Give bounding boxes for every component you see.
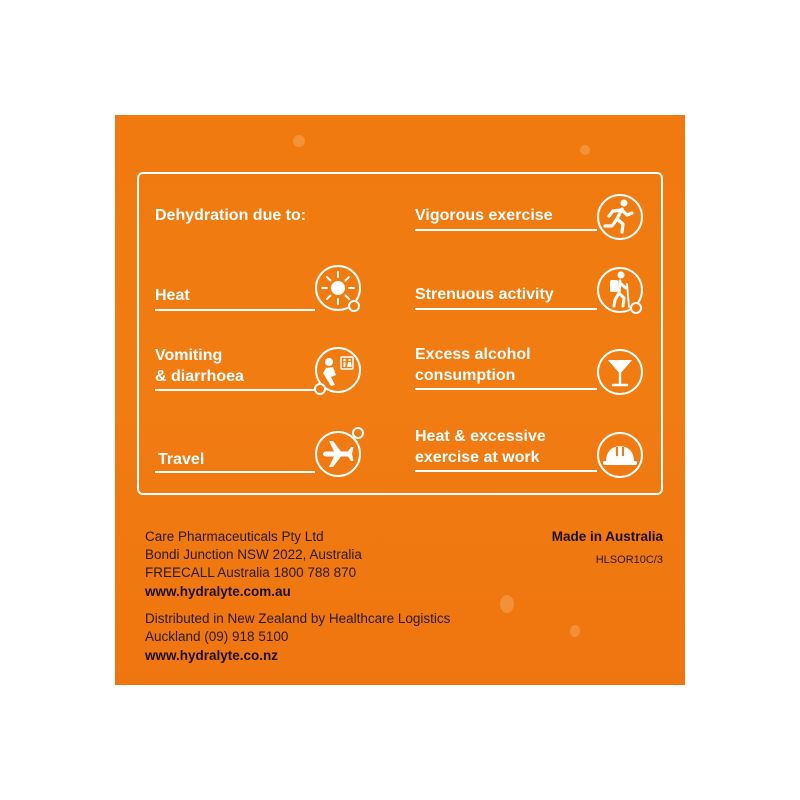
item-heat-work-underline	[415, 470, 597, 472]
nz-distributor-line1: Distributed in New Zealand by Healthcare Logistics	[145, 611, 451, 626]
item-vomiting-label-line1: Vomiting	[155, 347, 223, 364]
product-code: HLSOR10C/3	[595, 554, 663, 566]
water-droplet	[500, 595, 514, 613]
item-heat-label: Heat	[155, 287, 190, 304]
item-vigorous-exercise-label: Vigorous exercise	[415, 207, 553, 224]
sun-icon	[313, 263, 363, 313]
item-heat-work-label-line1: Heat & excessive	[415, 428, 546, 445]
item-travel-underline	[155, 471, 315, 473]
water-droplet	[580, 145, 590, 155]
item-excess-alcohol-label-line1: Excess alcohol	[415, 346, 531, 363]
indications-heading: Dehydration due to:	[155, 207, 307, 224]
runner-icon	[595, 192, 645, 242]
toilet-dash-icon	[313, 345, 363, 395]
item-vigorous-exercise-underline	[415, 229, 597, 231]
manufacturer-website: www.hydralyte.com.au	[145, 584, 291, 599]
item-excess-alcohol-label-line2: consumption	[415, 367, 516, 384]
made-in-label: Made in Australia	[551, 529, 663, 544]
manufacturer-phone: FREECALL Australia 1800 788 870	[145, 565, 357, 580]
item-strenuous-activity-underline	[415, 308, 597, 310]
water-droplet	[570, 625, 580, 637]
manufacturer-address: Bondi Junction NSW 2022, Australia	[145, 547, 362, 562]
item-vomiting-label-line2: & diarrhoea	[155, 368, 244, 385]
manufacturer-name: Care Pharmaceuticals Pty Ltd	[145, 529, 324, 544]
item-vomiting-underline	[155, 389, 315, 391]
hard-hat-icon	[595, 430, 645, 480]
item-excess-alcohol-underline	[415, 388, 597, 390]
hiker-icon	[595, 265, 645, 315]
nz-distributor-line2: Auckland (09) 918 5100	[145, 629, 289, 644]
package-panel	[115, 115, 685, 685]
airplane-icon	[313, 429, 363, 479]
item-heat-underline	[155, 309, 315, 311]
water-droplet	[293, 135, 305, 147]
item-heat-work-label-line2: exercise at work	[415, 449, 540, 466]
item-travel-label: Travel	[158, 451, 205, 468]
nz-distributor-website: www.hydralyte.co.nz	[145, 648, 279, 663]
cocktail-glass-icon	[595, 347, 645, 397]
item-strenuous-activity-label: Strenuous activity	[415, 286, 554, 303]
